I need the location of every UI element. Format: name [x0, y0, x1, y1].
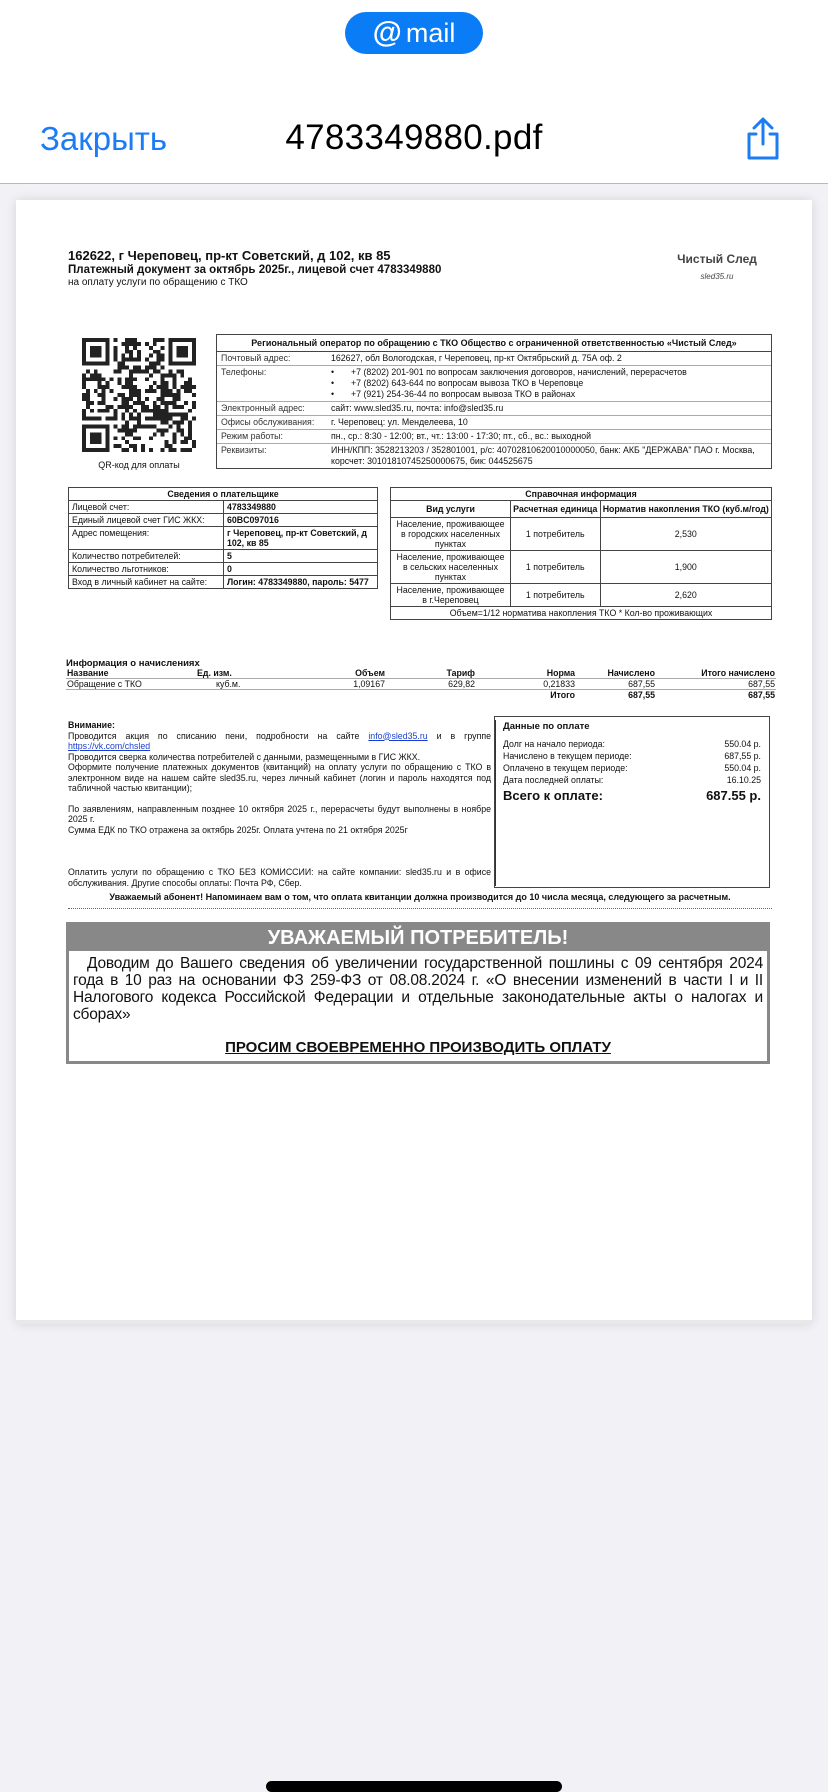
table-row: Население, проживающее в городских населенных пунктах 1 потребитель 2,530 — [391, 518, 772, 551]
reference-footnote: Объем=1/12 норматива накопления ТКО * Кол-во проживающих — [391, 607, 772, 620]
mail-app-label: mail — [405, 17, 456, 48]
document-subtitle: на оплату услуги по обращению с ТКО — [68, 277, 248, 288]
operator-row: Офисы обслуживания: г. Череповец: ул. Менделеева, 10 — [217, 416, 771, 430]
payment-row: Оплачено в текущем периоде: 550.04 р. — [503, 763, 761, 773]
notes-section — [68, 720, 496, 886]
home-indicator[interactable] — [266, 1781, 562, 1792]
pdf-page[interactable] — [16, 200, 812, 1324]
close-button[interactable]: Закрыть — [40, 120, 168, 157]
email-link[interactable]: info@sled35.ru — [368, 730, 428, 741]
totals-row: Итого 687,55 687,55 — [550, 690, 775, 700]
reference-info-table — [390, 487, 772, 620]
document-header — [68, 248, 441, 288]
table-row: Количество льготников: 0 — [69, 563, 378, 576]
operator-row: Реквизиты: ИНН/КПП: 3528213203 / 352801001, р/с: 40702810620010000050, банк: АКБ "ДЕРЖАВА" ПАО г. Москва, корсчет: 30101810745250000675, бик: 044525675 — [221, 445, 755, 466]
payment-title: Данные по оплате — [503, 721, 590, 732]
promo-note: Проводится акция по списанию пени, подробности на сайте info@sled35.ru и в группе https://vk.com/chsled — [68, 730, 491, 751]
payment-reminder: Уважаемый абонент! Напоминаем вам о том, что оплата квитанции должна производится до 10 числа месяца, следующего за расчетным. — [109, 892, 731, 902]
note-text: Сумма ЕДК по ТКО отражена за октябрь 2025г. Оплата учтена по 21 октября 2025г — [68, 824, 408, 835]
navigation-bar — [0, 60, 828, 184]
cut-line-divider — [68, 908, 772, 909]
payment-summary — [494, 716, 770, 888]
column-header: Тариф — [386, 668, 476, 679]
column-header: Ед. изм. — [196, 668, 306, 679]
document-title: 4783349880.pdf — [285, 118, 543, 157]
phone-item: • +7 (8202) 643-644 по вопросам вывоза ТКО в Череповце — [331, 378, 767, 389]
qr-caption: QR-код для оплаты — [98, 460, 180, 470]
charges-title: Информация о начислениях — [66, 658, 200, 669]
column-header: Итого начислено — [656, 668, 776, 679]
qr-modules — [82, 338, 196, 452]
operator-row: Почтовый адрес: 162627, обл Вологодская, г Череповец, пр-кт Октябрьский д. 75А оф. 2 — [217, 352, 771, 366]
document-heading: Платежный документ за октябрь 2025г., лицевой счет 4783349880 — [68, 264, 442, 276]
notice-call-to-action: ПРОСИМ СВОЕВРЕМЕННО ПРОИЗВОДИТЬ ОПЛАТУ — [225, 1039, 611, 1056]
operator-info — [216, 334, 772, 469]
payer-table-title: Сведения о плательщике — [69, 488, 378, 501]
note-text: Оформите получение платежных документов (квитанций) на оплату услуги по обращению с ТКО в электронном виде на нашем сайте sled35.ru, через личный кабинет (логин и пароль находятся под табличной частью квитанции); — [68, 762, 491, 793]
notice-heading: УВАЖАЕМЫЙ ПОТРЕБИТЕЛЬ! — [69, 925, 767, 951]
share-button[interactable] — [744, 116, 782, 162]
operator-row-phones: Телефоны: • +7 (8202) 201-901 по вопросам заключения договоров, начислений, перерасчетов • +7 (8202) 643-644 по вопросам вывоза ТКО в Череповце • +7 (921) 254-36-44 по вопросам вывоза ТКО в районах — [217, 366, 771, 402]
note-text: По заявлениям, направленным позднее 10 октября 2025 г., перерасчеты будут выполнены в ноябре 2025 г. — [68, 803, 491, 824]
mail-app-pill[interactable] — [345, 12, 483, 54]
total-due: Всего к оплате: 687.55 р. — [503, 788, 761, 803]
at-icon: @ — [372, 16, 402, 49]
status-bar — [0, 0, 828, 60]
payment-row: Начислено в текущем периоде: 687,55 р. — [503, 751, 761, 761]
table-row: Вход в личный кабинет на сайте: Логин: 4783349880, пароль: 5477 — [69, 576, 378, 589]
phone-item: • +7 (8202) 201-901 по вопросам заключения договоров, начислений, перерасчетов — [331, 367, 767, 378]
operator-title: Региональный оператор по обращению с ТКО Общество с ограниченной ответственностью «Чистый След» — [217, 335, 771, 352]
column-header: Расчетная единица — [511, 501, 601, 518]
column-header: Норматив накопления ТКО (куб.м/год) — [600, 501, 772, 518]
notice-body: Доводим до Вашего сведения об увеличении государственной пошлины с 09 сентября 2024 года в 10 раз на основании ФЗ 259-ФЗ от 08.08.2024 г. «О внесении изменений в части I и II Налогового кодекса Российской Федерации и отдельные законодательные акты о налогах и сборах» — [73, 955, 763, 1023]
note-text: Проводится сверка количества потребителей с данными, размещенными в ГИС ЖКХ. — [68, 751, 421, 762]
column-header: Начислено — [576, 668, 656, 679]
reference-table-title: Справочная информация — [391, 488, 772, 501]
table-row: Население, проживающее в сельских населенных пунктах 1 потребитель 1,900 — [391, 551, 772, 584]
payment-row: Долг на начало периода: 550.04 р. — [503, 739, 761, 749]
table-row: Адрес помещения: г Череповец, пр-кт Советский, д 102, кв 85 — [69, 527, 378, 550]
table-row: Количество потребителей: 5 — [69, 550, 378, 563]
consumer-notice — [66, 922, 770, 1064]
notes-title: Внимание: — [68, 720, 115, 730]
qr-code — [82, 338, 196, 452]
column-header: Объем — [306, 668, 386, 679]
operator-row: Режим работы: пн., ср.: 8:30 - 12:00; вт., чт.: 13:00 - 17:30; пт., сб., вс.: выходной — [217, 430, 771, 444]
vk-link[interactable]: https://vk.com/chsled — [68, 741, 151, 751]
logo-site: sled35.ru — [700, 272, 734, 281]
logo-name: Чистый След — [677, 252, 757, 266]
charges-table — [66, 668, 776, 700]
table-row: Обращение с ТКО куб.м. 1,09167 629,82 0,21833 687,55 687,55 — [67, 679, 775, 689]
column-header: Вид услуги — [391, 501, 511, 518]
table-row: Лицевой счет: 4783349880 — [69, 501, 378, 514]
phone-list — [331, 367, 767, 400]
table-row: Единый лицевой счет ГИС ЖКХ: 60BC097016 — [69, 514, 378, 527]
note-text: Оплатить услуги по обращению с ТКО БЕЗ КОМИССИИ: на сайте компании: sled35.ru и в офисе обслуживания. Другие способы оплаты: Почта РФ, Сбер. — [68, 867, 491, 888]
column-header: Норма — [476, 668, 576, 679]
customer-address: 162622, г Череповец, пр-кт Советский, д 102, кв 85 — [68, 248, 391, 263]
total-due-amount: 687.55 р. — [706, 788, 761, 803]
payer-info-table — [68, 487, 378, 589]
operator-row: Электронный адрес: сайт: www.sled35.ru, почта: info@sled35.ru — [217, 402, 771, 416]
phone-item: • +7 (921) 254-36-44 по вопросам вывоза ТКО в районах — [331, 389, 767, 400]
table-row: Население, проживающее в г.Череповец 1 потребитель 2,620 — [391, 584, 772, 607]
company-logo — [672, 252, 762, 281]
share-icon — [744, 116, 782, 162]
column-header: Название — [66, 668, 196, 679]
payment-row: Дата последней оплаты: 16.10.25 — [503, 775, 761, 785]
